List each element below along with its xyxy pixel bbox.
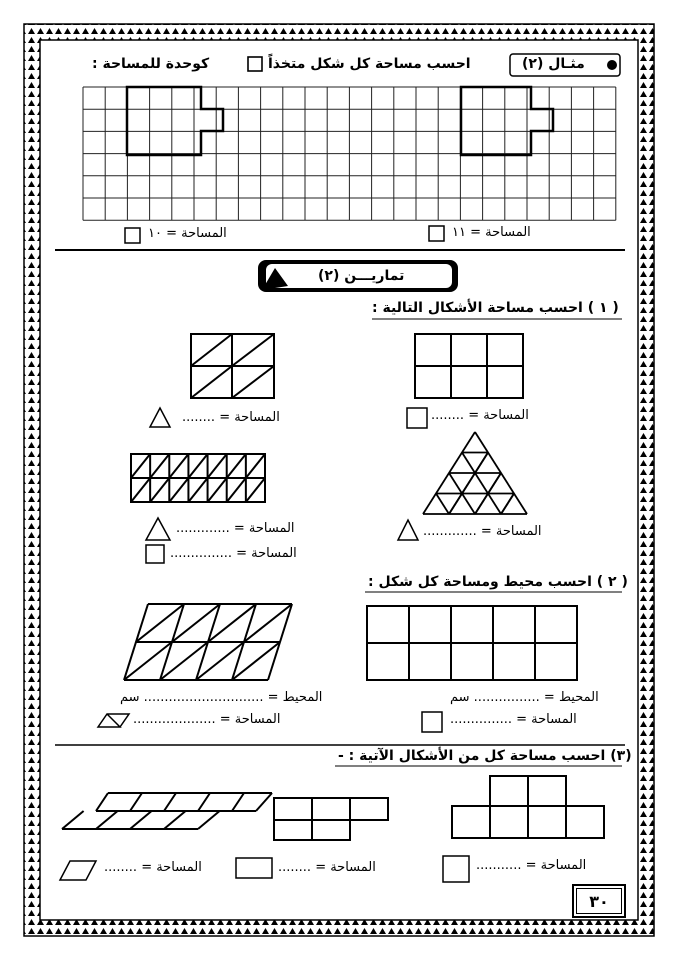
q1-answer-rect-grid: المساحة = ........ bbox=[431, 408, 529, 423]
q2-perimeter-right: المحيط = ................ سم bbox=[450, 690, 599, 705]
q1-answer-diag-rect: المساحة = ........ bbox=[182, 410, 280, 425]
example-instruction: احسب مساحة كل شكل متخذاً bbox=[268, 56, 471, 72]
q3-answer-left: المساحة = ........ bbox=[104, 860, 202, 875]
q2-title: ( ٢ ) احسب محيط ومساحة كل شكل : bbox=[368, 574, 628, 590]
q1-answer-triangle: المساحة = ............. bbox=[423, 524, 542, 539]
q2-perimeter-left: المحيط = ............................. سم bbox=[120, 690, 323, 705]
page-number: ٣٠ bbox=[572, 884, 626, 918]
bullet-icon bbox=[607, 60, 617, 70]
example-label: مثـال (٢) bbox=[522, 56, 585, 72]
example-area-left: المساحة = ١٠ bbox=[148, 226, 227, 241]
q3-answer-middle: المساحة = ........ bbox=[278, 860, 376, 875]
q2-area-left: المساحة = .................... bbox=[133, 712, 281, 727]
q3-title: (٣) احسب مساحة كل من الأشكال الآتية : - bbox=[338, 748, 632, 764]
q3-answer-right: المساحة = ........... bbox=[476, 858, 587, 873]
q1-answer-sq-rect: المساحة = ............... bbox=[170, 546, 297, 561]
q2-area-right: المساحة = ............... bbox=[450, 712, 577, 727]
q1-answer-tri-rect: المساحة = ............. bbox=[176, 521, 295, 536]
exercises-title: تماريـــن (٢) bbox=[318, 268, 405, 284]
decorative-border bbox=[24, 24, 654, 936]
example-area-right: المساحة = ١١ bbox=[452, 225, 531, 240]
example-instruction-end: كوحدة للمساحة : bbox=[92, 56, 210, 72]
q1-title: ( ١ ) احسب مساحة الأشكال التالية : bbox=[372, 300, 619, 316]
